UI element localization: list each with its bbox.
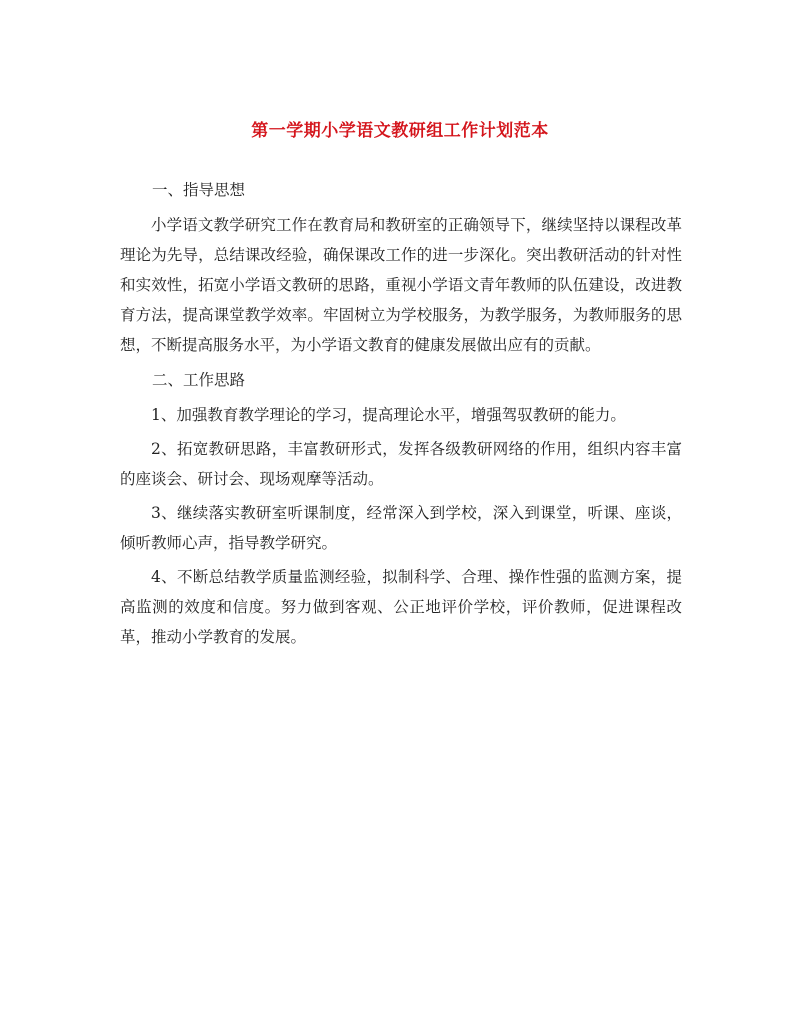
section-heading-work-approach: 二、工作思路: [152, 371, 246, 389]
list-item: 4、不断总结教学质量监测经验，拟制科学、合理、操作性强的监测方案，提高监测的效度和信度。努力做到客观、公正地评价学校，评价教师，促进课程改革，推动小学教育的发展。: [120, 568, 682, 646]
list-item: 3、继续落实教研室听课制度，经常深入到学校，深入到课堂，听课、座谈，倾听教师心声，指导教学研究。: [120, 504, 682, 552]
document-title: 第一学期小学语文教研组工作计划范本: [251, 121, 549, 141]
list-item: 1、加强教育教学理论的学习，提高理论水平，增强驾驭教研的能力。: [151, 406, 626, 424]
section-paragraph: 小学语文教学研究工作在教育局和教研室的正确领导下，继续坚持以课程改革理论为先导，总结课改经验，确保课改工作的进一步深化。突出教研活动的针对性和实效性，拓宽小学语文教研的思路，重视小学语文青年教师的队伍建设，改进教育方法，提高课堂教学效率。牢固树立为学校服务，为教学服务，为教师服务的思想，不断提高服务水平，为小学语文教育的健康发展做出应有的贡献。: [120, 216, 682, 354]
document-body: [120, 174, 682, 656]
list-item: 2、拓宽教研思路，丰富教研形式，发挥各级教研网络的作用，组织内容丰富的座谈会、研讨会、现场观摩等活动。: [120, 440, 682, 488]
section-heading-guiding-thought: 一、指导思想: [152, 181, 246, 199]
